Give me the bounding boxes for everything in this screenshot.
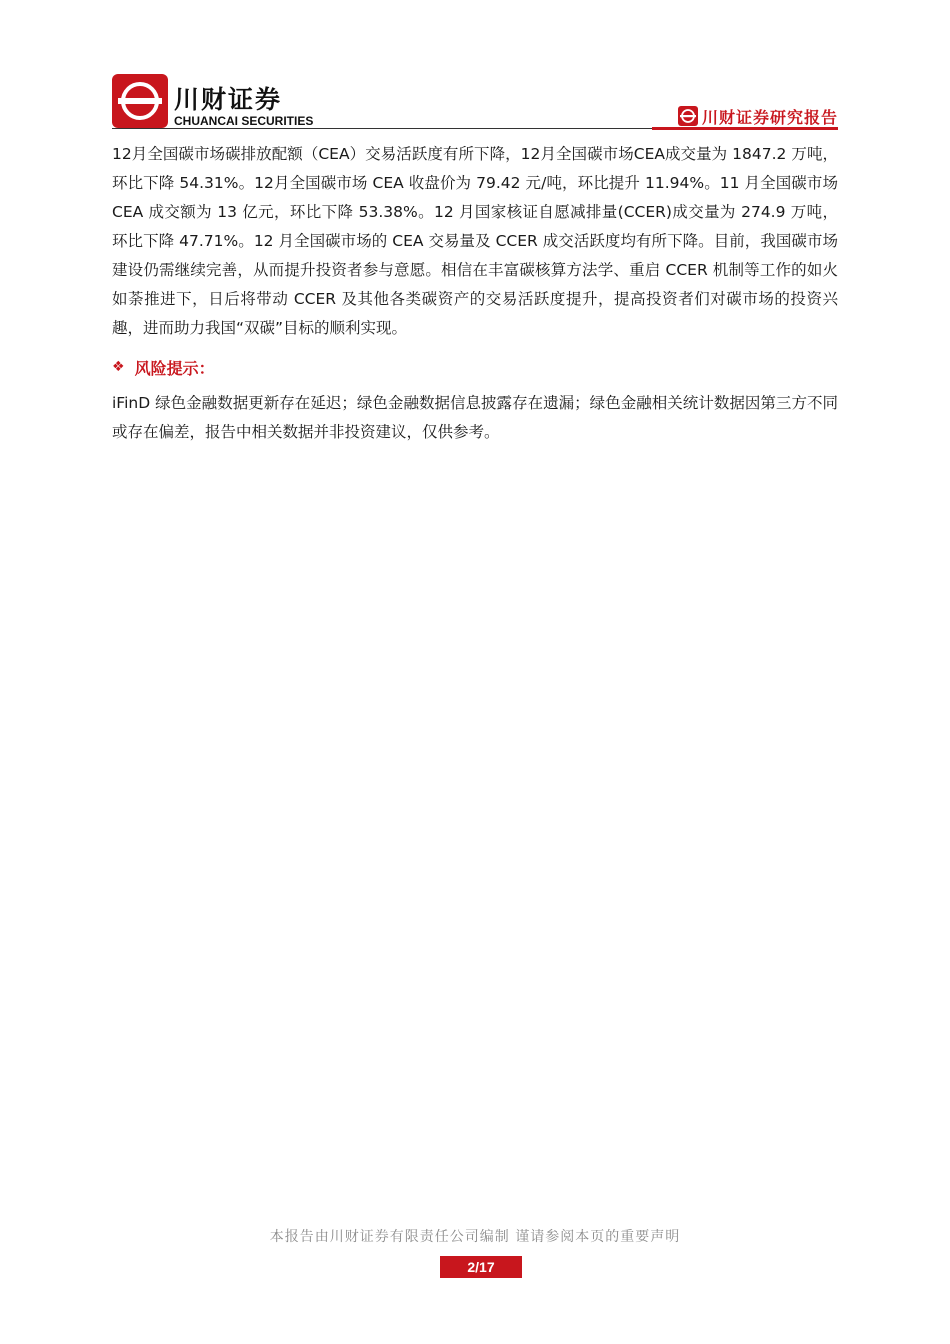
header-divider-accent [652,127,838,130]
report-tag [678,104,838,128]
brand-name-cn: 川财证券 [174,85,283,114]
page-number: 2/17 [440,1256,522,1278]
risk-heading-text: 风险提示： [134,358,215,378]
report-logo-icon [678,106,698,126]
footer-disclaimer: 本报告由川财证券有限责任公司编制 谨请参阅本页的重要声明 [269,1229,681,1245]
report-tag-text: 川财证券研究报告 [701,107,838,127]
risk-paragraph: iFinD 绿色金融数据更新存在延迟；绿色金融数据信息披露存在遗漏；绿色金融相关统计数据因第三方不同或存在偏差，报告中相关数据并非投资建议，仅供参考。 [112,394,838,441]
page-header [112,74,838,130]
brand-name-en: CHUANCAI SECURITIES [174,114,314,128]
chuancai-logo-icon [112,74,168,128]
market-summary-paragraph: 12月全国碳市场碳排放配额（CEA）交易活跃度有所下降，12月全国碳市场CEA成交量为 1847.2 万吨，环比下降 54.31%。12月全国碳市场 CEA 收盘价为 79.42 元/吨，环比提升 11.94%。11 月全国碳市场 CEA 成交额为 13 亿元，环比下降 53.38%。12 月国家核证自愿减排量(CCER)成交量为 274.9 万吨，环比下降 47.71%。12 月全国碳市场的 CEA 交易量及 CCER 成交活跃度均有所下降。目前，我国碳市场建设仍需继续完善，从而提升投资者参与意愿。相信在丰富碳核算方法学、重启 CCER 机制等工作的如火如荼推进下，日后将带动 CCER 及其他各类碳资产的交易活跃度提升，提高投资者们对碳市场的投资兴趣，进而助力我国“双碳”目标的顺利实现。 [112,145,838,337]
risk-heading [112,351,838,383]
report-body [112,140,838,447]
diamond-bullet-icon: ❖ [112,359,125,375]
